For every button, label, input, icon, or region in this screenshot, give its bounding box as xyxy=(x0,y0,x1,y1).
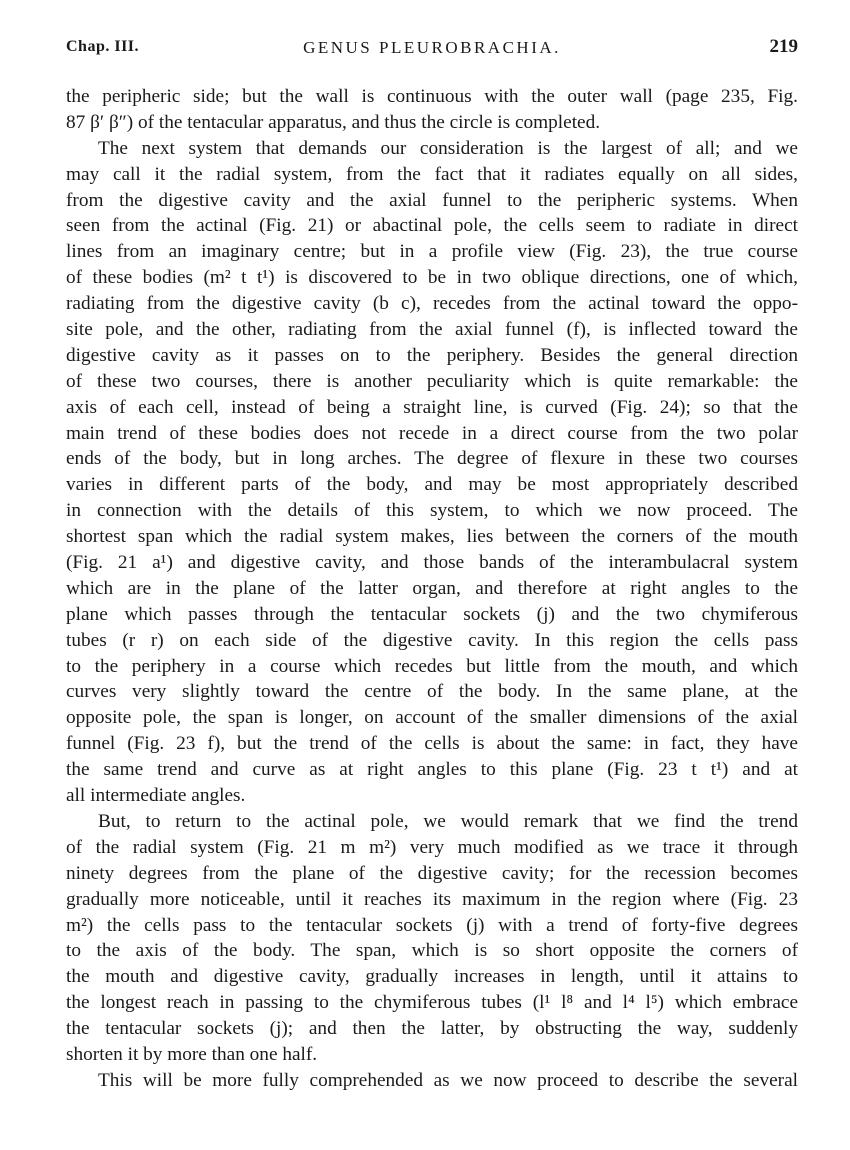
text-line: But, to return to the actinal pole, we would remark that we find the trend xyxy=(98,810,798,832)
page-number: 219 xyxy=(769,36,798,57)
text-line: m²) the cells pass to the tentacular sockets (j) with a trend of forty-five degrees xyxy=(66,914,798,936)
text-line: radiating from the digestive cavity (b c), recedes from the actinal toward the oppo- xyxy=(66,293,798,315)
text-line: the same trend and curve as at right angles to this plane (Fig. 23 t t¹) and at xyxy=(66,759,798,781)
running-title: GENUS PLEUROBRACHIA. xyxy=(303,38,561,57)
text-line: digestive cavity as it passes on to the periphery. Besides the general direction xyxy=(66,344,798,366)
text-line: to the periphery in a course which recedes but little from the mouth, and which xyxy=(66,655,798,677)
text-line: (Fig. 21 a¹) and digestive cavity, and those bands of the interambulacral system xyxy=(66,552,798,574)
text-line: may call it the radial system, from the fact that it radiates equally on all sides, xyxy=(66,163,798,185)
text-line: varies in different parts of the body, and may be most appropriately described xyxy=(66,474,798,496)
chapter-label: Chap. III. xyxy=(66,38,140,55)
text-line: the peripheric side; but the wall is continuous with the outer wall (page 235, Fig. xyxy=(66,86,798,107)
text-line: seen from the actinal (Fig. 21) or abactinal pole, the cells seem to radiate in direct xyxy=(66,215,798,237)
text-line: plane which passes through the tentacular sockets (j) and the two chymiferous xyxy=(66,603,798,625)
text-line: of these two courses, there is another peculiarity which is quite remarkable: the xyxy=(66,370,798,392)
text-line: main trend of these bodies does not recede in a direct course from the two polar xyxy=(66,422,798,444)
text-line: the longest reach in passing to the chymiferous tubes (l¹ l⁸ and l⁴ l⁵) which embrace xyxy=(66,992,798,1014)
text-line: the tentacular sockets (j); and then the latter, by obstructing the way, suddenly xyxy=(66,1018,798,1040)
text-line: funnel (Fig. 23 f), but the trend of the cells is about the same: in fact, they have xyxy=(66,733,798,755)
text-line: The next system that demands our consideration is the largest of all; and we xyxy=(98,137,798,159)
text-line: of these bodies (m² t t¹) is discovered to be in two oblique directions, one of which, xyxy=(66,267,798,289)
text-line: tubes (r r) on each side of the digestive cavity. In this region the cells pass xyxy=(66,629,798,651)
text-line: curves very slightly toward the centre of the body. In the same plane, at the xyxy=(66,681,798,703)
text-line: site pole, and the other, radiating from the axial funnel (f), is inflected toward the xyxy=(66,319,798,341)
text-line: shorten it by more than one half. xyxy=(66,1043,318,1065)
text-line: all intermediate angles. xyxy=(66,785,246,807)
text-line: ends of the body, but in long arches. The degree of flexure in these two courses xyxy=(66,448,798,470)
text-line: axis of each cell, instead of being a straight line, is curved (Fig. 24); so that the xyxy=(66,396,798,418)
text-line: ninety degrees from the plane of the digestive cavity; for the recession becomes xyxy=(66,862,798,884)
text-line: shortest span which the radial system makes, lies between the corners of the mouth xyxy=(66,526,798,548)
text-line: the mouth and digestive cavity, gradually increases in length, until it attains to xyxy=(66,966,798,988)
body-text xyxy=(66,84,798,1094)
text-line: which are in the plane of the latter organ, and therefore at right angles to the xyxy=(66,577,798,599)
text-line: from the digestive cavity and the axial funnel to the peripheric systems. When xyxy=(66,189,798,211)
text-line: 87 β′ β″) of the tentacular apparatus, and thus the circle is completed. xyxy=(66,111,601,133)
text-line: gradually more noticeable, until it reaches its maximum in the region where (Fig. 23 xyxy=(66,888,798,910)
text-line: lines from an imaginary centre; but in a profile view (Fig. 23), the true course xyxy=(66,241,798,263)
running-header xyxy=(66,34,798,64)
text-line: to the axis of the body. The span, which is so short opposite the corners of xyxy=(66,940,798,962)
text-line: of the radial system (Fig. 21 m m²) very much modified as we trace it through xyxy=(66,836,798,858)
text-line: This will be more fully comprehended as we now proceed to describe the several xyxy=(98,1069,798,1091)
text-line: in connection with the details of this system, to which we now proceed. The xyxy=(66,500,798,522)
text-line: opposite pole, the span is longer, on account of the smaller dimensions of the axial xyxy=(66,707,798,729)
